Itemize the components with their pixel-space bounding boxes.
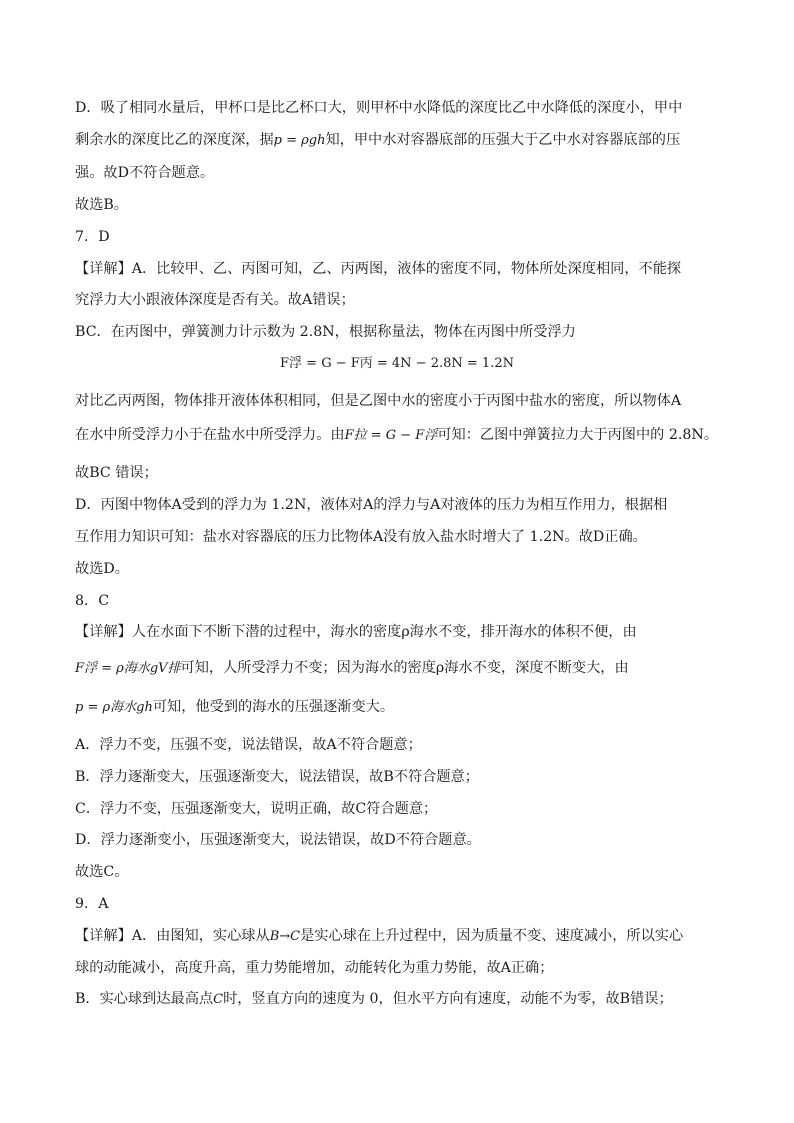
option-line: A．浮力不变，压强不变，说法错误，故A不符合题意；: [75, 737, 422, 753]
question-number: 7．D: [75, 229, 110, 245]
paragraph-line: 互作用力知识可知：盐水对容器底的压力比物体A没有放入盐水时增大了 1.2N。故D正确。: [75, 529, 647, 545]
question-number: 8．C: [75, 593, 110, 609]
paragraph-line: 在水中所受浮力小于在盐水中所受浮力。由F拉 = G − F浮可知：乙图中弹簧拉力大于丙图中的 2.8N。: [75, 427, 719, 443]
paragraph-line: 【详解】A．由图知，实心球从B→C是实心球在上升过程中，因为质量不变、速度减小，所以实心: [75, 928, 684, 944]
paragraph-line: 球的动能减小，高度升高，重力势能增加，动能转化为重力势能，故A正确；: [75, 960, 554, 976]
paragraph-line: 对比乙丙两图，物体排开液体体积相同，但是乙图中水的密度小于丙图中盐水的密度，所以物体A: [75, 393, 682, 409]
formula: C: [213, 992, 224, 1007]
paragraph-line: 故BC 错误；: [75, 465, 158, 481]
answer-line: 故选B。: [75, 197, 128, 213]
paragraph-line: p = ρ海水gh可知，他受到的海水的压强逐渐变大。: [75, 699, 395, 715]
formula: F拉 = G − F浮: [344, 428, 438, 443]
paragraph-line: 强。故D不符合题意。: [75, 165, 215, 181]
paragraph-line: 【详解】A．比较甲、乙、丙图可知，乙、丙两图，液体的密度不同，物体所处深度相同，不能探: [75, 261, 682, 277]
formula: p = ρgh: [273, 133, 326, 148]
option-line: D．浮力逐渐变小，压强逐渐变大，说法错误，故D不符合题意。: [75, 832, 481, 848]
answer-line: 故选D。: [75, 561, 129, 577]
formula: p = ρ海水gh: [75, 700, 153, 715]
paragraph-line: F浮 = ρ海水gV排可知，人所受浮力不变；因为海水的密度ρ海水不变，深度不断变大，由: [75, 660, 629, 676]
option-line: B．浮力逐渐变大，压强逐渐变大，说法错误，故B不符合题意；: [75, 769, 479, 785]
paragraph-line: BC．在丙图中，弹簧测力计示数为 2.8N，根据称量法，物体在丙图中所受浮力: [75, 324, 576, 340]
paragraph-line: 【详解】人在水面下不断下潜的过程中，海水的密度ρ海水不变，排开海水的体积不便，由: [75, 624, 637, 640]
paragraph-line: 剩余水的深度比乙的深度深，据p = ρgh知，甲中水对容器底部的压强大于乙中水对容器底部的压: [75, 132, 681, 148]
formula: B→C: [269, 929, 301, 944]
question-number: 9．A: [75, 896, 109, 912]
option-line: C．浮力不变，压强逐渐变大，说明正确，故C符合题意；: [75, 801, 438, 817]
formula: F浮 = ρ海水gV排: [75, 661, 181, 676]
paragraph-line: B．实心球到达最高点C时，竖直方向的速度为 0，但水平方向有速度，动能不为零，故B错误；: [75, 991, 673, 1007]
answer-line: 故选C。: [75, 864, 129, 880]
paragraph-line: D．吸了相同水量后，甲杯口是比乙杯口大，则甲杯中水降低的深度比乙中水降低的深度小，甲中: [75, 100, 683, 116]
formula-display: F浮 = G − F丙 = 4N − 2.8N = 1.2N: [280, 356, 514, 371]
paragraph-line: D．丙图中物体A受到的浮力为 1.2N，液体对A的浮力与A对液体的压力为相互作用力，根据相: [75, 497, 668, 513]
paragraph-line: 究浮力大小跟液体深度是否有关。故A错误；: [75, 292, 355, 308]
